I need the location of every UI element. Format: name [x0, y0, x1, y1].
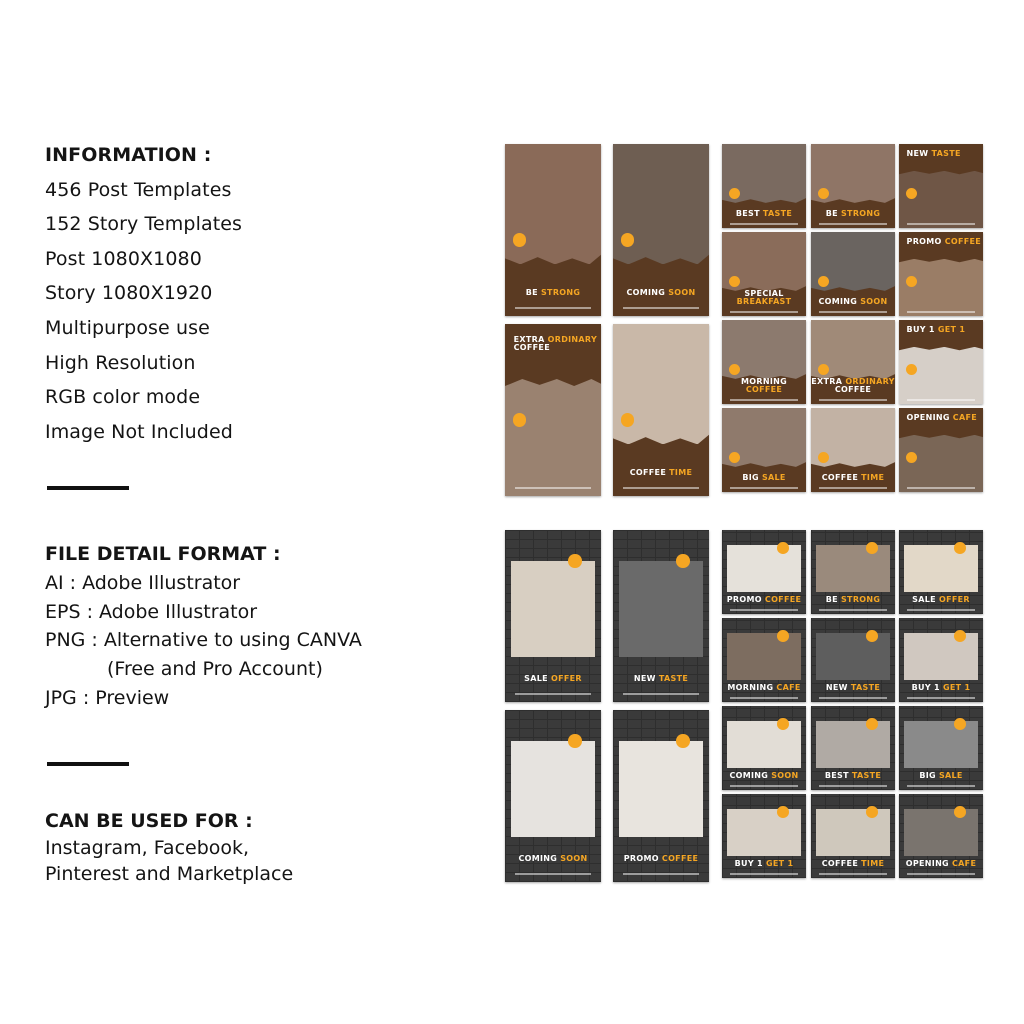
post-template-card — [811, 320, 895, 404]
template-footer-text — [907, 609, 974, 611]
template-headline — [811, 378, 895, 395]
template-headline — [505, 675, 601, 683]
template-footer-text — [730, 311, 797, 313]
template-footer-text — [907, 785, 974, 787]
headline-highlight: GET 1 — [765, 859, 794, 869]
information-list — [45, 138, 465, 449]
promo-badge — [777, 718, 789, 730]
usage-list — [45, 808, 485, 888]
headline-highlight: GET 1 — [937, 324, 966, 334]
headline-highlight: TASTE — [931, 148, 961, 158]
template-headline — [907, 238, 983, 246]
headline-text: COMING — [818, 297, 861, 307]
template-headline — [811, 210, 895, 218]
template-photo — [816, 545, 890, 592]
template-footer-text — [730, 873, 797, 875]
template-footer-text — [819, 697, 886, 699]
template-headline — [722, 860, 806, 868]
template-photo — [511, 741, 596, 837]
information-item: 456 Post Templates — [45, 178, 232, 201]
template-footer-text — [623, 487, 700, 489]
post-template-card — [899, 320, 983, 404]
headline-text: BEST — [824, 771, 852, 781]
information-item: Image Not Included — [45, 420, 233, 443]
headline-text: COMING — [626, 287, 669, 297]
headline-text: COMING — [518, 853, 561, 863]
story-template-card — [505, 530, 601, 702]
headline-highlight: SOON — [860, 297, 888, 307]
headline-text: PROMO — [906, 236, 945, 246]
headline-text: BE — [825, 595, 841, 605]
post-template-card — [811, 530, 895, 614]
template-footer-text — [515, 307, 592, 309]
template-footer-text — [730, 697, 797, 699]
headline-highlight: SOON — [668, 287, 696, 297]
file-format-item: EPS : Adobe Illustrator — [45, 600, 258, 623]
promo-badge — [954, 542, 966, 554]
template-footer-text — [907, 873, 974, 875]
post-template-card — [811, 232, 895, 316]
promo-badge — [621, 233, 634, 246]
headline-text: BUY 1 — [906, 324, 938, 334]
promo-badge — [954, 806, 966, 818]
post-template-card — [722, 706, 806, 790]
template-headline — [811, 684, 895, 692]
post-template-card — [722, 408, 806, 492]
headline-highlight: TIME — [861, 473, 885, 483]
promo-badge — [954, 630, 966, 642]
headline-highlight: ORDINARY — [845, 376, 895, 386]
headline-text: OPENING — [906, 412, 953, 422]
template-photo — [899, 435, 983, 492]
headline-text: OPENING — [905, 859, 953, 869]
headline-highlight: CAFE — [776, 683, 801, 693]
template-headline — [722, 772, 806, 780]
information-item: 152 Story Templates — [45, 213, 243, 236]
template-footer-text — [819, 399, 886, 401]
post-template-card — [899, 706, 983, 790]
headline-text: SPECIAL — [744, 288, 784, 298]
template-headline — [899, 860, 983, 868]
template-headline — [722, 474, 806, 482]
information-heading: INFORMATION : — [45, 144, 212, 166]
file-format-item: (Free and Pro Account) — [107, 658, 323, 681]
headline-highlight: SOON — [560, 853, 588, 863]
template-headline — [907, 414, 983, 422]
template-photo — [899, 259, 983, 316]
template-headline — [899, 772, 983, 780]
post-template-card — [899, 618, 983, 702]
post-template-card — [722, 618, 806, 702]
file-format-list — [45, 540, 485, 713]
headline-text: MORNING — [741, 376, 787, 386]
story-template-card — [613, 710, 709, 882]
template-footer-text — [623, 307, 700, 309]
template-headline — [505, 289, 601, 297]
headline-highlight: TIME — [861, 859, 885, 869]
post-template-card — [722, 320, 806, 404]
template-headline — [899, 684, 983, 692]
headline-text: BUY 1 — [911, 683, 943, 693]
template-footer-text — [623, 693, 700, 695]
post-template-card — [899, 794, 983, 878]
template-photo — [904, 809, 978, 856]
headline-text: EXTRA — [811, 376, 846, 386]
divider — [47, 762, 129, 766]
template-headline — [722, 290, 806, 307]
headline-highlight: ORDINARY — [547, 335, 598, 345]
template-footer-text — [907, 399, 974, 401]
template-headline — [899, 596, 983, 604]
headline-highlight: SALE — [938, 771, 963, 781]
template-footer-text — [819, 785, 886, 787]
headline-highlight: COFFEE — [764, 595, 802, 605]
template-footer-text — [907, 311, 974, 313]
post-template-card — [899, 530, 983, 614]
promo-badge — [866, 630, 878, 642]
template-photo — [899, 347, 983, 404]
template-footer-text — [623, 873, 700, 875]
template-footer-text — [730, 609, 797, 611]
template-headline — [811, 772, 895, 780]
template-footer-text — [819, 223, 886, 225]
template-photo — [816, 721, 890, 768]
template-photo — [619, 741, 704, 837]
headline-highlight: SALE — [761, 473, 786, 483]
template-headline — [613, 675, 709, 683]
headline-highlight: COFFEE — [661, 853, 699, 863]
template-headline — [722, 210, 806, 218]
headline-text: MORNING — [727, 683, 777, 693]
template-headline — [613, 289, 709, 297]
headline-highlight: TASTE — [850, 683, 881, 693]
headline-text: SALE — [524, 673, 551, 683]
template-footer-text — [819, 311, 886, 313]
story-template-card — [505, 144, 601, 316]
headline-text: COFFEE — [834, 385, 872, 395]
headline-text: COFFEE — [821, 859, 862, 869]
headline-highlight: STRONG — [841, 209, 881, 219]
story-template-card — [613, 324, 709, 496]
post-template-card — [722, 232, 806, 316]
promo-badge — [866, 806, 878, 818]
promo-badge — [513, 233, 526, 246]
promo-badge — [513, 413, 526, 426]
template-footer-text — [730, 399, 797, 401]
post-template-card — [722, 530, 806, 614]
story-template-card — [505, 324, 601, 496]
headline-text: NEW — [633, 673, 659, 683]
template-photo — [727, 721, 801, 768]
template-footer-text — [515, 873, 592, 875]
template-photo — [904, 545, 978, 592]
headline-highlight: BREAKFAST — [736, 297, 792, 307]
headline-text: BIG — [919, 771, 939, 781]
headline-highlight: OFFER — [550, 673, 582, 683]
template-footer-text — [515, 693, 592, 695]
information-item: Story 1080X1920 — [45, 282, 213, 305]
headline-text: COFFEE — [629, 467, 670, 477]
headline-text: PROMO — [726, 595, 765, 605]
headline-text: BE — [825, 209, 841, 219]
story-template-card — [613, 144, 709, 316]
template-photo — [904, 721, 978, 768]
post-template-card — [811, 706, 895, 790]
post-template-card — [899, 232, 983, 316]
headline-highlight: TIME — [669, 467, 693, 477]
template-footer-text — [907, 697, 974, 699]
promo-badge — [777, 806, 789, 818]
post-template-card — [811, 144, 895, 228]
template-footer-text — [730, 487, 797, 489]
template-photo — [727, 809, 801, 856]
headline-highlight: STRONG — [541, 287, 581, 297]
headline-text: NEW — [825, 683, 851, 693]
promo-badge — [568, 734, 581, 747]
template-photo — [816, 633, 890, 680]
information-item: RGB color mode — [45, 386, 201, 409]
template-headline — [907, 326, 983, 334]
headline-text: SALE — [912, 595, 939, 605]
headline-text: EXTRA — [513, 335, 548, 345]
promo-badge — [676, 734, 689, 747]
template-footer-text — [730, 223, 797, 225]
headline-highlight: STRONG — [841, 595, 881, 605]
information-item: Post 1080X1080 — [45, 247, 202, 270]
template-headline — [907, 150, 983, 158]
template-headline — [613, 469, 709, 477]
promo-badge — [777, 630, 789, 642]
template-photo — [511, 561, 596, 657]
post-template-card — [811, 618, 895, 702]
template-photo — [727, 633, 801, 680]
template-photo — [904, 633, 978, 680]
usage-heading: CAN BE USED FOR : — [45, 810, 253, 832]
usage-item: Pinterest and Marketplace — [45, 863, 294, 885]
headline-text: BEST — [735, 209, 763, 219]
post-template-card — [811, 408, 895, 492]
headline-highlight: TASTE — [851, 771, 882, 781]
template-photo — [816, 809, 890, 856]
template-headline — [722, 596, 806, 604]
template-headline — [514, 336, 601, 353]
template-footer-text — [730, 785, 797, 787]
post-template-card — [899, 144, 983, 228]
file-format-item: PNG : Alternative to using CANVA — [45, 629, 362, 652]
headline-highlight: COFFEE — [944, 236, 982, 246]
post-template-card — [722, 144, 806, 228]
template-photo — [727, 545, 801, 592]
template-footer-text — [819, 609, 886, 611]
information-item: Multipurpose use — [45, 316, 210, 339]
template-footer-text — [907, 487, 974, 489]
headline-text: COFFEE — [513, 343, 550, 353]
file-format-heading: FILE DETAIL FORMAT : — [45, 543, 281, 565]
promo-badge — [676, 554, 689, 567]
template-headline — [722, 378, 806, 395]
template-photo — [899, 171, 983, 228]
headline-highlight: SOON — [771, 771, 799, 781]
template-photo — [619, 561, 704, 657]
promo-badge — [954, 718, 966, 730]
headline-highlight: CAFE — [952, 412, 977, 422]
promo-badge — [777, 542, 789, 554]
promo-badge — [568, 554, 581, 567]
promo-badge — [866, 542, 878, 554]
template-headline — [613, 855, 709, 863]
post-template-card — [899, 408, 983, 492]
template-headline — [722, 684, 806, 692]
divider — [47, 486, 129, 490]
headline-highlight: COFFEE — [745, 385, 783, 395]
headline-highlight: OFFER — [938, 595, 970, 605]
template-footer-text — [515, 487, 592, 489]
template-footer-text — [907, 223, 974, 225]
headline-highlight: GET 1 — [942, 683, 971, 693]
story-template-card — [505, 710, 601, 882]
post-template-card — [811, 794, 895, 878]
template-footer-text — [819, 873, 886, 875]
file-format-item: AI : Adobe Illustrator — [45, 571, 241, 594]
template-headline — [505, 855, 601, 863]
headline-text: COFFEE — [821, 473, 862, 483]
post-template-card — [722, 794, 806, 878]
headline-text: BE — [525, 287, 541, 297]
file-format-item: JPG : Preview — [45, 686, 170, 709]
information-item: High Resolution — [45, 351, 196, 374]
headline-text: COMING — [729, 771, 772, 781]
headline-text: PROMO — [623, 853, 662, 863]
promo-badge — [866, 718, 878, 730]
headline-text: BUY 1 — [734, 859, 766, 869]
promo-badge — [621, 413, 634, 426]
template-headline — [811, 596, 895, 604]
usage-item: Instagram, Facebook, — [45, 836, 250, 859]
headline-text: BIG — [742, 473, 762, 483]
template-photo — [505, 379, 601, 496]
headline-highlight: TASTE — [658, 673, 689, 683]
template-footer-text — [819, 487, 886, 489]
template-headline — [811, 298, 895, 306]
headline-highlight: TASTE — [762, 209, 793, 219]
headline-text: NEW — [906, 148, 932, 158]
template-headline — [811, 474, 895, 482]
template-headline — [811, 860, 895, 868]
story-template-card — [613, 530, 709, 702]
headline-highlight: CAFE — [952, 859, 977, 869]
